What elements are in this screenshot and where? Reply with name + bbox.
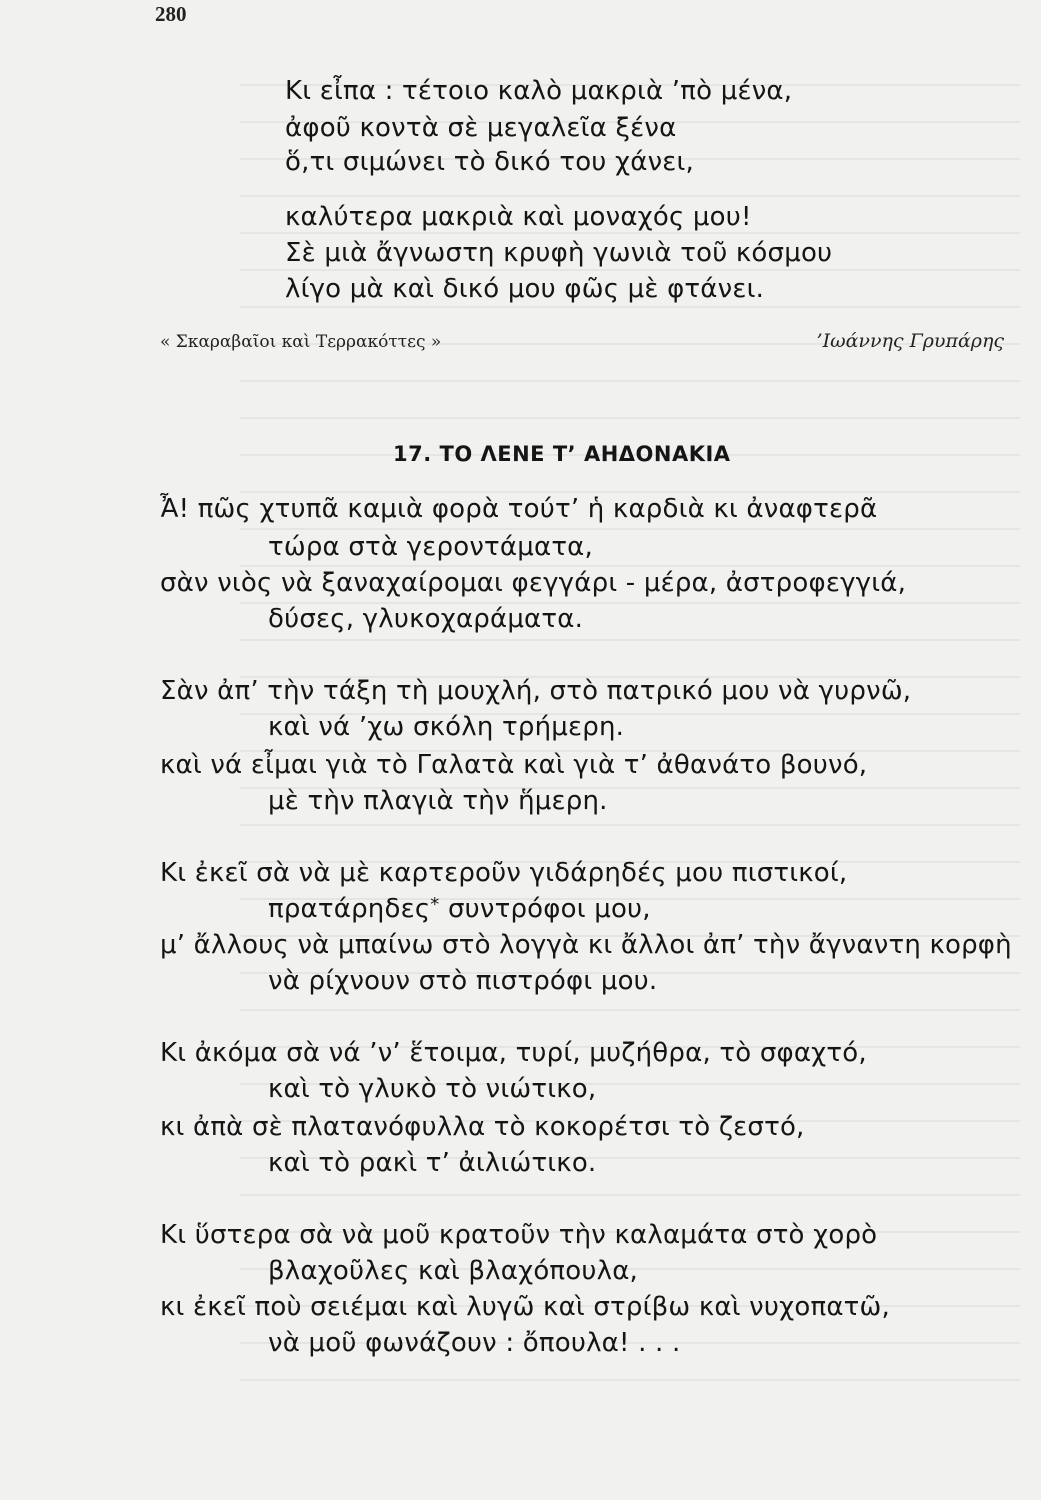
poem-line: καὶ τὸ γλυκὸ τὸ νιώτικο,	[268, 1074, 597, 1104]
poem-line: τώρα στὰ γεροντάματα,	[268, 532, 593, 562]
author-name: ’Ιωάννης Γρυπάρης	[816, 330, 1004, 352]
poem-line: Ἆ! πῶς χτυπᾶ καμιὰ φορὰ τούτ’ ἡ καρδιὰ κι ἀναφτερᾶ	[160, 494, 878, 524]
poem-line: νὰ ρίχνουν στὸ πιστρόφι μου.	[268, 966, 658, 996]
poem-line: ἀφοῦ κοντὰ σὲ μεγαλεῖα ξένα	[285, 113, 677, 143]
poem-line: σὰν νιὸς νὰ ξαναχαίρομαι φεγγάρι - μέρα, ἀστροφεγγιά,	[160, 568, 907, 598]
poem-line: μὲ τὴν πλαγιὰ τὴν ἥμερη.	[268, 786, 608, 816]
source-citation: « Σκαραβαῖοι καὶ Τερρακόττες »	[160, 332, 442, 352]
poem-line: ὅ,τι σιμώνει τὸ δικό του χάνει,	[285, 147, 695, 177]
poem-word: συντρόφοι μου,	[447, 894, 651, 924]
poem-line: λίγο μὰ καὶ δικό μου φῶς μὲ φτάνει.	[285, 274, 765, 304]
poem-line: καλύτερα μακριὰ καὶ μοναχός μου!	[285, 202, 752, 232]
poem-line: δύσες, γλυκοχαράματα.	[268, 604, 584, 634]
poem-word: πρατάρηδες	[268, 894, 431, 924]
poem-title: 17. ΤΟ ΛΕΝΕ Τ’ ΑΗΔΟΝΑΚΙΑ	[393, 442, 731, 466]
page-number: 280	[155, 2, 187, 26]
poem-line: μ’ ἄλλους νὰ μπαίνω στὸ λογγὰ κι ἄλλοι ἀπ’ τὴν ἄγναντη κορφὴ	[160, 930, 1012, 960]
poem-line: καὶ νά εἶμαι γιὰ τὸ Γαλατὰ καὶ γιὰ τ’ ἀθανάτο βουνό,	[160, 750, 868, 780]
footnote-mark: *	[430, 894, 440, 915]
poem-line: καὶ νά ’χω σκόλη τρήμερη.	[268, 712, 625, 742]
poem-line: νὰ μοῦ φωνάζουν : ὄπουλα! . . .	[268, 1328, 681, 1358]
poem-line: Κι ἀκόμα σὰ νά ’ν’ ἕτοιμα, τυρί, μυζήθρα, τὸ σφαχτό,	[160, 1038, 867, 1068]
poem-line: βλαχοῦλες καὶ βλαχόπουλα,	[268, 1256, 639, 1286]
poem-line: καὶ τὸ ρακὶ τ’ ἀιλιώτικο.	[268, 1148, 597, 1178]
poem-line: κι ἀπὰ σὲ πλατανόφυλλα τὸ κοκορέτσι τὸ ζεστό,	[160, 1112, 805, 1142]
poem-line	[268, 894, 651, 924]
poem-line: Σὰν ἀπ’ τὴν τάξη τὴ μουχλή, στὸ πατρικό μου νὰ γυρνῶ,	[160, 676, 912, 706]
poem-line: κι ἐκεῖ ποὺ σειέμαι καὶ λυγῶ καὶ στρίβω καὶ νυχοπατῶ,	[160, 1292, 890, 1322]
poem-line: Κι εἶπα : τέτοιο καλὸ μακριὰ ’πὸ μένα,	[285, 76, 793, 106]
poem-line: Σὲ μιὰ ἄγνωστη κρυφὴ γωνιὰ τοῦ κόσμου	[285, 238, 833, 268]
poem-line: Κι ἐκεῖ σὰ νὰ μὲ καρτεροῦν γιδάρηδές μου πιστικοί,	[160, 858, 848, 888]
poem-line: Κι ὕστερα σὰ νὰ μοῦ κρατοῦν τὴν καλαμάτα στὸ χορὸ	[160, 1220, 878, 1250]
